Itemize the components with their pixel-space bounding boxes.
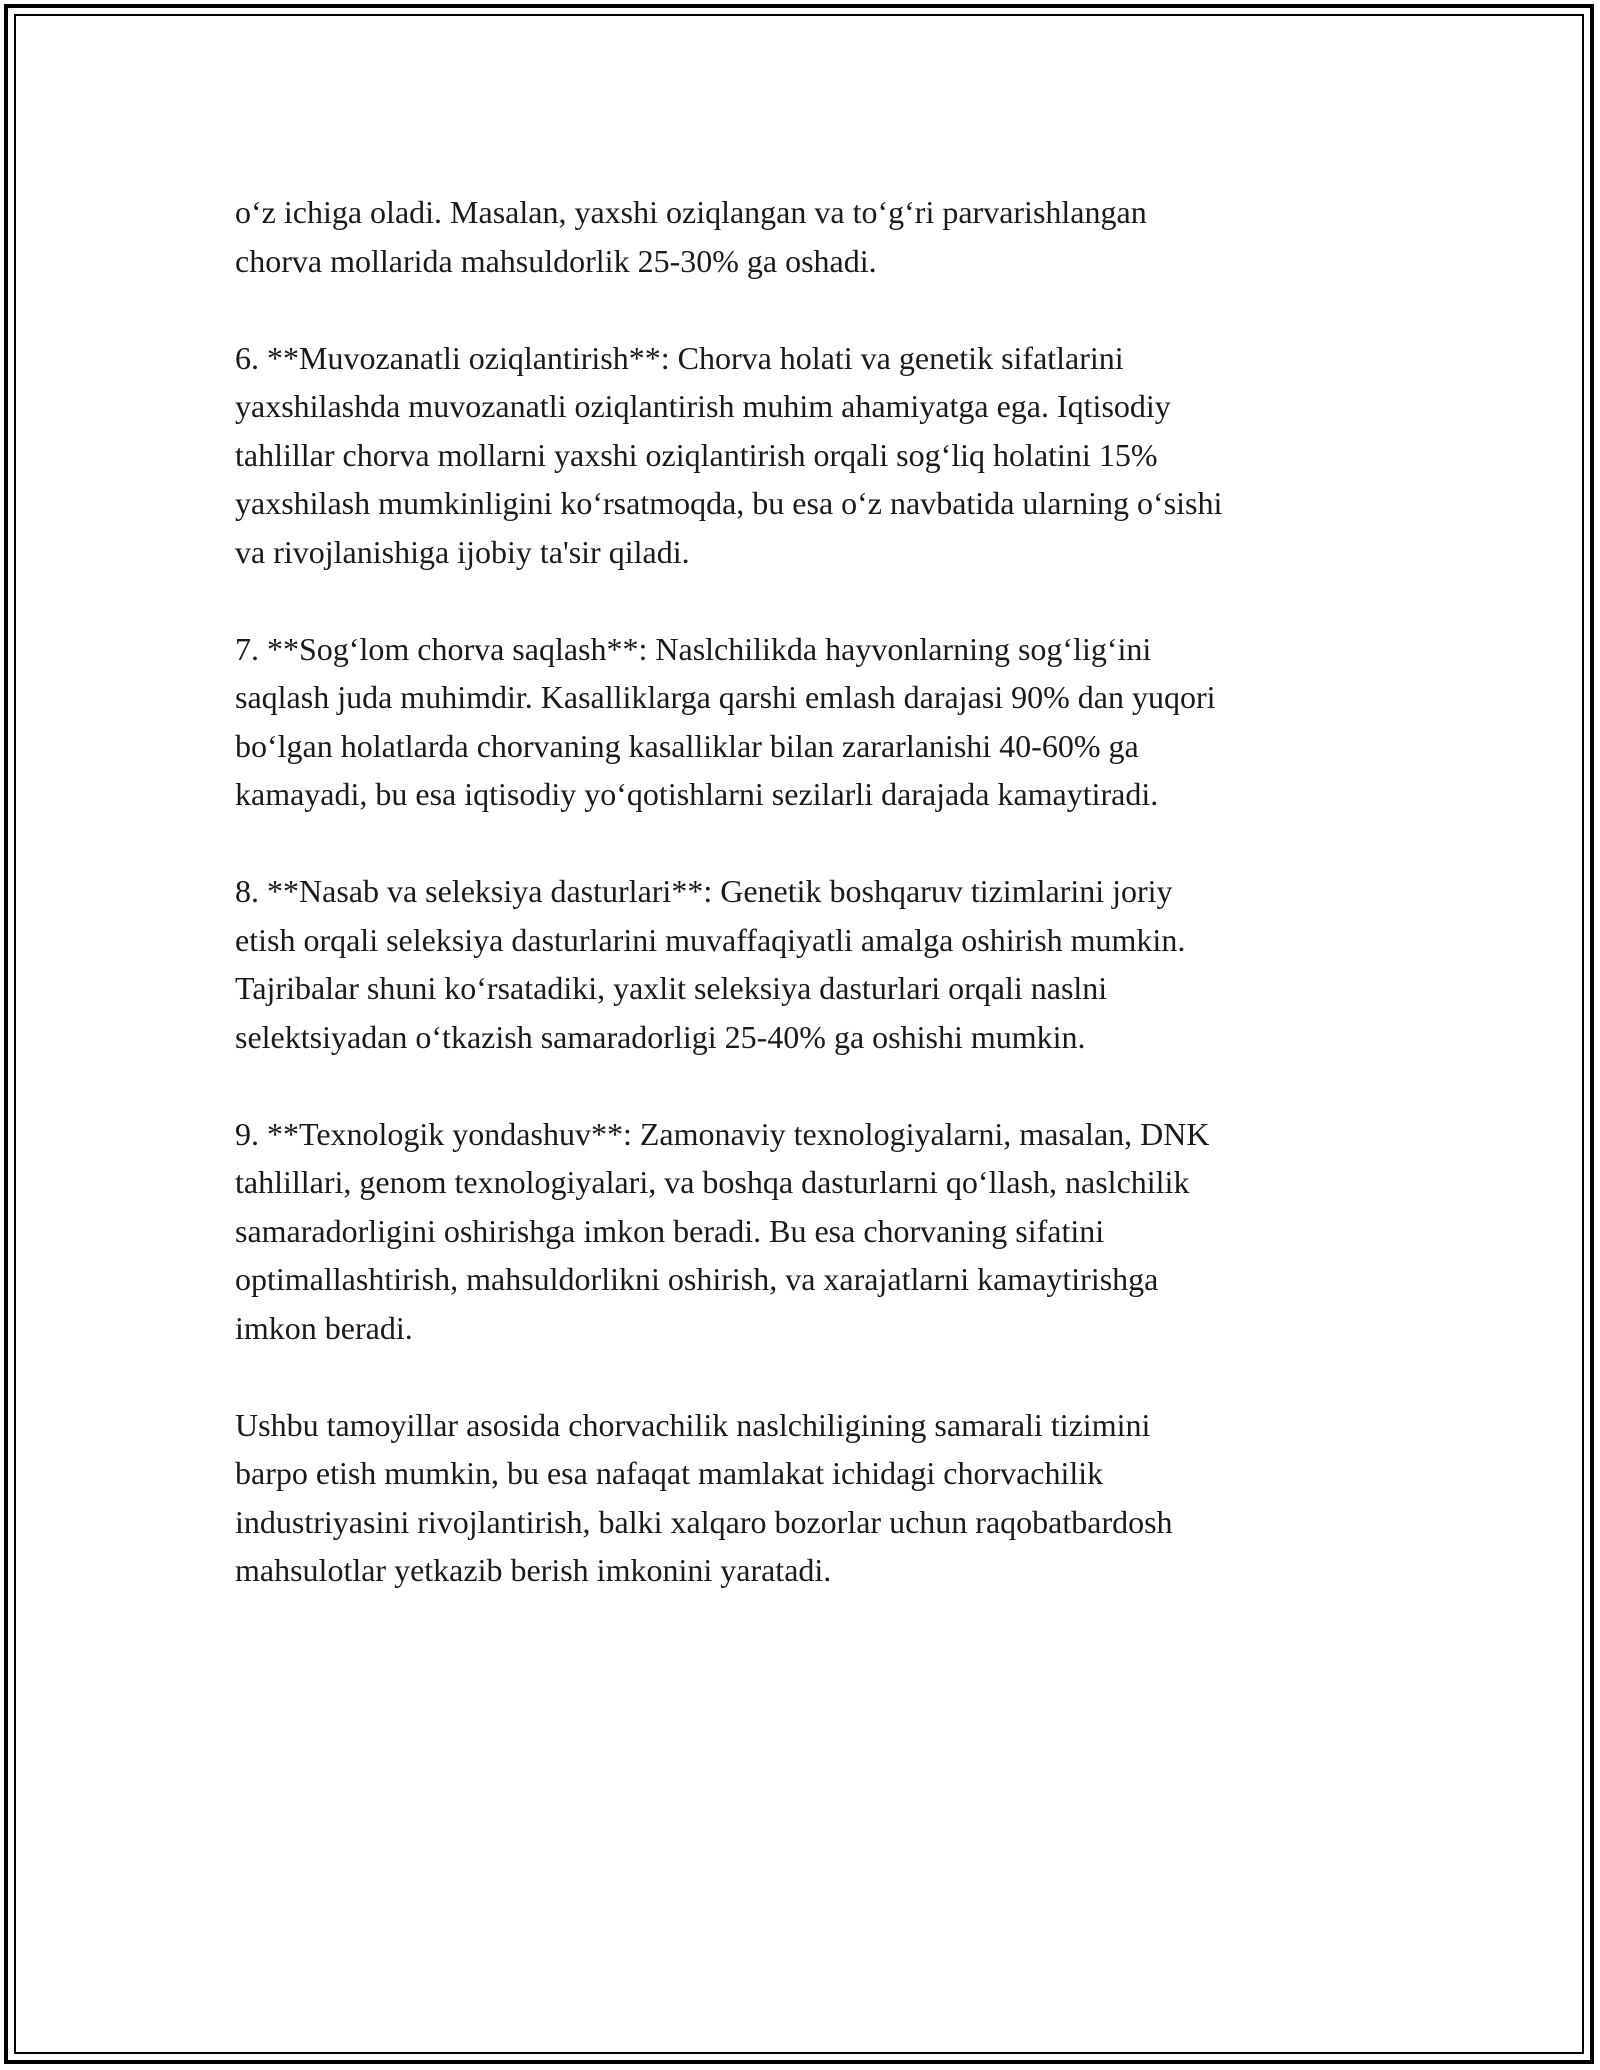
text-line: va rivojlanishiga ijobiy ta'sir qiladi. bbox=[235, 533, 690, 570]
paragraph-item-9 bbox=[235, 1110, 1395, 1353]
paragraph-intro-continuation bbox=[235, 188, 1395, 285]
text-line: o‘z ichiga oladi. Masalan, yaxshi oziqlangan va to‘g‘ri parvarishlangan bbox=[235, 194, 1147, 230]
text-line: Ushbu tamoyillar asosida chorvachilik naslchiligining samarali tizimini bbox=[235, 1406, 1151, 1443]
text-line: barpo etish mumkin, bu esa nafaqat mamlakat ichidagi chorvachilik bbox=[235, 1455, 1104, 1491]
text-line: tahlillar chorva mollarni yaxshi oziqlantirish orqali sog‘liq holatini 15% bbox=[235, 436, 1158, 473]
text-line: industriyasini rivojlantirish, balki xalqaro bozorlar uchun raqobatbardosh bbox=[235, 1503, 1173, 1540]
text-line: kamayadi, bu esa iqtisodiy yo‘qotishlarni sezilarli darajada kamaytiradi. bbox=[235, 776, 1159, 812]
text-line: selektsiyadan o‘tkazish samaradorligi 25-40% ga oshishi mumkin. bbox=[235, 1018, 1086, 1055]
text-line: saqlash juda muhimdir. Kasalliklarga qarshi emlash darajasi 90% dan yuqori bbox=[235, 679, 1216, 715]
text-line: samaradorligini oshirishga imkon beradi. Bu esa chorvaning sifatini bbox=[235, 1212, 1105, 1249]
text-line: bo‘lgan holatlarda chorvaning kasalliklar bilan zararlanishi 40-60% ga bbox=[235, 727, 1139, 764]
text-line: 9. **Texnologik yondashuv**: Zamonaviy texnologiyalarni, masalan, DNK bbox=[235, 1115, 1210, 1152]
text-line: 6. **Muvozanatli oziqlantirish**: Chorva holati va genetik sifatlarini bbox=[235, 339, 1124, 376]
text-line: 8. **Nasab va seleksiya dasturlari**: Genetik boshqaruv tizimlarini joriy bbox=[235, 873, 1173, 909]
text-line: yaxshilashda muvozanatli oziqlantirish muhim ahamiyatga ega. Iqtisodiy bbox=[235, 388, 1171, 424]
document-body bbox=[235, 188, 1395, 1643]
paragraph-item-6 bbox=[235, 334, 1395, 577]
text-line: yaxshilash mumkinligini ko‘rsatmoqda, bu esa o‘z navbatida ularning o‘sishi bbox=[235, 485, 1223, 521]
text-line: 7. **Sog‘lom chorva saqlash**: Naslchilikda hayvonlarning sog‘lig‘ini bbox=[235, 630, 1152, 667]
text-line: chorva mollarida mahsuldorlik 25-30% ga oshadi. bbox=[235, 242, 877, 279]
text-line: optimallashtirish, mahsuldorlikni oshirish, va xarajatlarni kamaytirishga bbox=[235, 1261, 1159, 1297]
paragraph-item-8 bbox=[235, 867, 1395, 1061]
text-line: Tajribalar shuni ko‘rsatadiki, yaxlit seleksiya dasturlari orqali naslni bbox=[235, 970, 1108, 1006]
text-line: etish orqali seleksiya dasturlarini muvaffaqiyatli amalga oshirish mumkin. bbox=[235, 921, 1186, 958]
paragraph-item-7 bbox=[235, 625, 1395, 819]
text-line: mahsulotlar yetkazib berish imkonini yaratadi. bbox=[235, 1552, 832, 1588]
paragraph-conclusion bbox=[235, 1401, 1395, 1595]
text-line: tahlillari, genom texnologiyalari, va boshqa dasturlarni qo‘llash, naslchilik bbox=[235, 1164, 1190, 1200]
text-line: imkon beradi. bbox=[235, 1309, 413, 1346]
